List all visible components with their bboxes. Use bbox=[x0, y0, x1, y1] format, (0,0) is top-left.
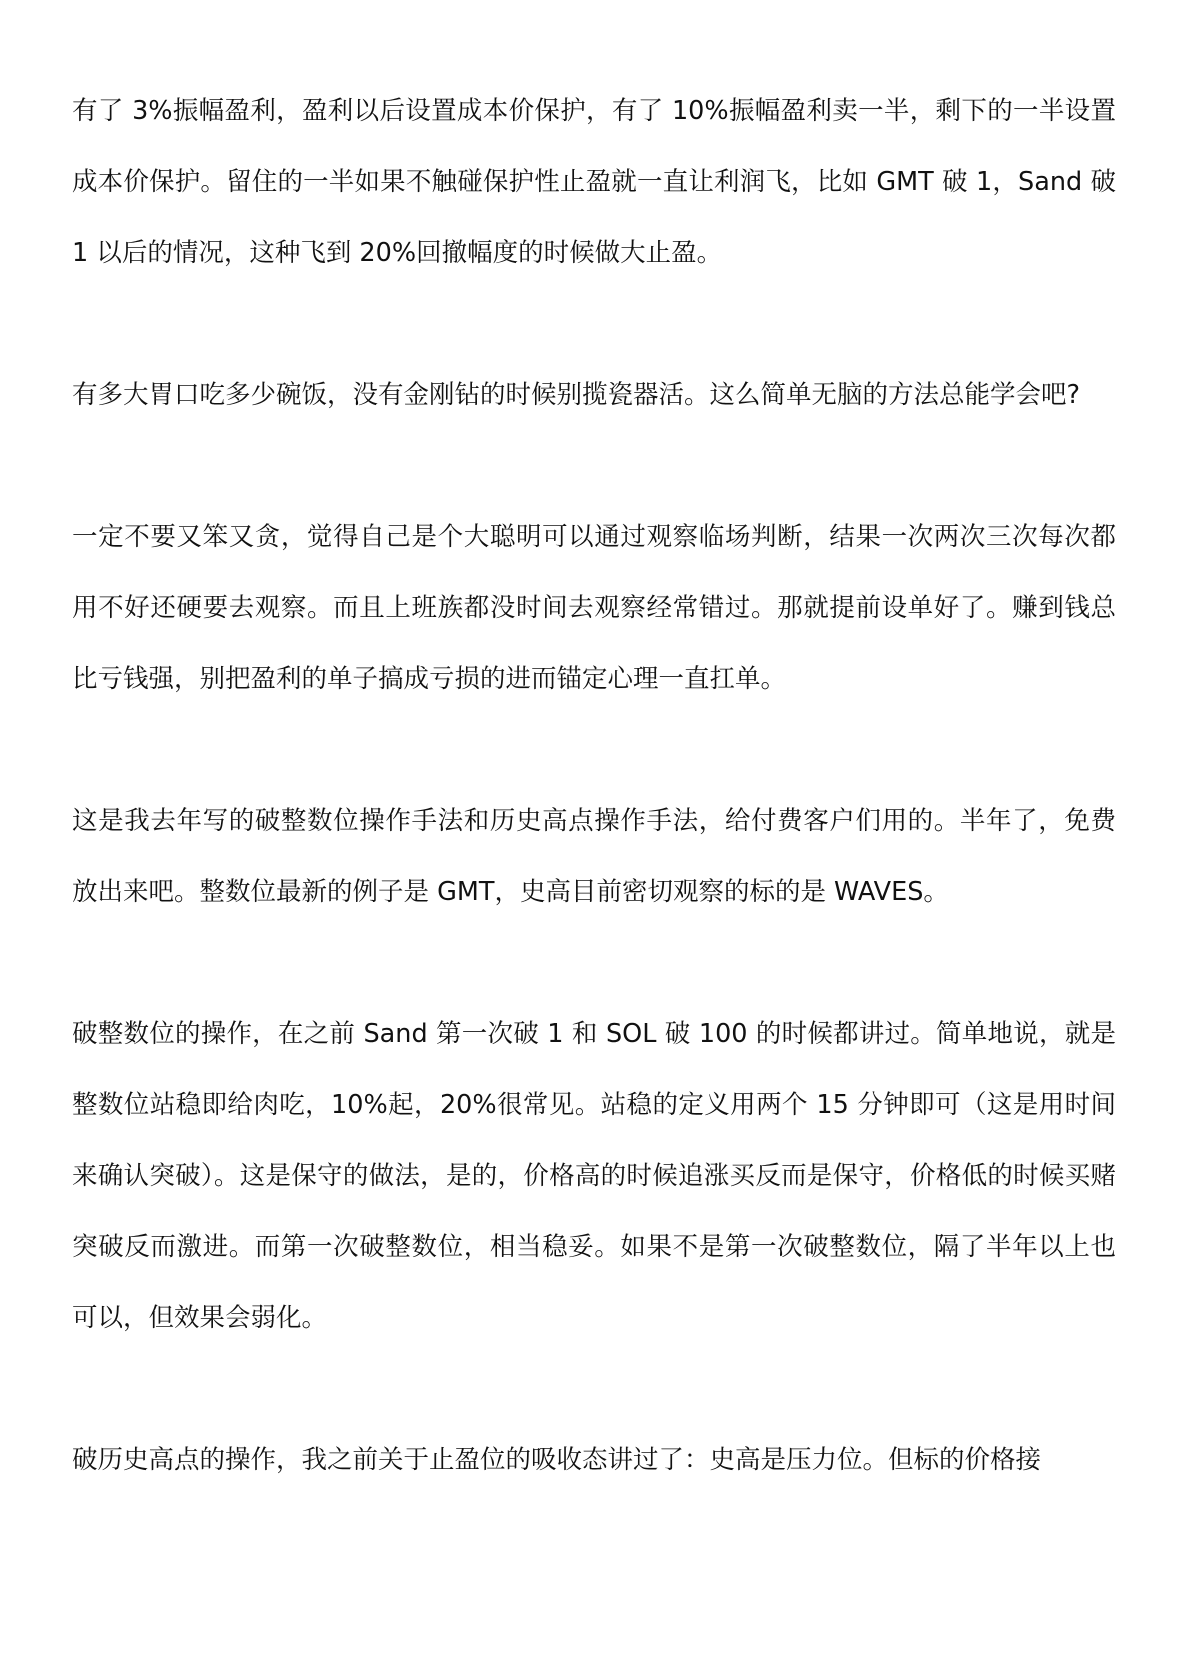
paragraph-all-time-high: 破历史高点的操作，我之前关于止盈位的吸收态讲过了：史高是压力位。但标的价格接 bbox=[72, 1445, 1042, 1475]
paragraph-method-release: 这是我去年写的破整数位操作手法和历史高点操作手法，给付费客户们用的。半年了，免费放出来吧。整数位最新的例子是 GMT，史高目前密切观察的标的是 WAVES。 bbox=[72, 806, 1116, 907]
paragraph-appetite: 有多大胃口吃多少碗饭，没有金刚钻的时候别揽瓷器活。这么简单无脑的方法总能学会吧? bbox=[72, 380, 1081, 410]
paragraph-profit-protection: 有了 3%振幅盈利，盈利以后设置成本价保护，有了 10%振幅盈利卖一半，剩下的一半设置成本价保护。留住的一半如果不触碰保护性止盈就一直让利润飞，比如 GMT 破 1，Sand 破 1 以后的情况，这种飞到 20%回撤幅度的时候做大止盈。 bbox=[72, 96, 1116, 268]
paragraph-round-number-breakout: 破整数位的操作，在之前 Sand 第一次破 1 和 SOL 破 100 的时候都讲过。简单地说，就是整数位站稳即给肉吃，10%起，20%很常见。站稳的定义用两个 15 分钟即可（这是用时间来确认突破）。这是保守的做法，是的，价格高的时候追涨买反而是保守，价格低的时候买赌突破反而激进。而第一次破整数位，相当稳妥。如果不是第一次破整数位，隔了半年以上也可以，但效果会弱化。 bbox=[72, 1019, 1116, 1333]
document-body bbox=[72, 76, 1116, 1496]
paragraph-dont-be-greedy: 一定不要又笨又贪，觉得自己是个大聪明可以通过观察临场判断，结果一次两次三次每次都用不好还硬要去观察。而且上班族都没时间去观察经常错过。那就提前设单好了。赚到钱总比亏钱强，别把盈利的单子搞成亏损的进而锚定心理一直扛单。 bbox=[72, 522, 1116, 694]
